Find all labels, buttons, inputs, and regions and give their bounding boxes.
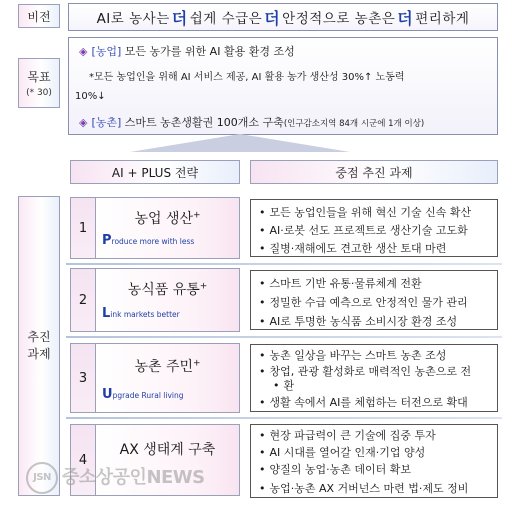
strategy-4-number-text: 4 <box>78 452 88 468</box>
task-item: • 모든 농업인들을 위해 혁신 기술 신속 확산 <box>259 204 493 220</box>
goal-detail-line-2: 10%↓ <box>75 91 106 102</box>
goal-tag-agri: [농업] <box>91 45 122 58</box>
diamond-bullet-icon: ◈ <box>79 116 88 129</box>
strategy-header <box>70 160 240 184</box>
vision-part-3: 안정적으로 농촌은 <box>282 11 396 27</box>
vision-part-2: 쉽게 수급은 <box>189 11 263 27</box>
strategy-4-title-text: AX 생태계 구축 <box>119 442 216 458</box>
divider <box>66 263 502 265</box>
watermark-text: 중소상공인NEWS <box>62 467 205 488</box>
watermark-logo: JSN <box>26 462 58 494</box>
divider <box>66 336 502 338</box>
goal-detail-line: *모든 농업인을 위해 AI 서비스 제공, AI 활용 농가 생산성 30%↑ 노동력 <box>89 72 405 83</box>
strategy-4-tasks <box>250 424 498 498</box>
task-item: • 현장 파급력이 큰 기술에 집중 투자 <box>259 427 493 443</box>
strategy-1-plus: + <box>193 210 201 221</box>
strategy-header-text: AI + PLUS 전략 <box>111 165 199 180</box>
strategy-1-tasks <box>250 199 498 257</box>
task-item: • AI·로봇 선도 프로젝트로 생산기술 고도화 <box>259 222 493 238</box>
goal-box <box>68 37 498 135</box>
strategy-2-title <box>96 279 239 299</box>
goal-label-text: 목표 <box>27 70 51 84</box>
strategy-1-number <box>70 197 96 259</box>
vision-label <box>18 4 60 28</box>
vision-emph-3: 더 <box>397 8 414 28</box>
goal-text-rural: 스마트 농촌생활권 100개소 구축 <box>121 116 284 129</box>
task-item: • 정밀한 수급 예측으로 안정적인 물가 관리 <box>259 294 493 310</box>
task-item: • 양질의 농업·농촌 데이터 확보 <box>259 461 493 477</box>
task-item: • AI 시대를 열어갈 인재·기업 양성 <box>259 444 493 460</box>
strategy-2-plus: + <box>199 281 208 292</box>
goal-line-rural <box>79 114 491 130</box>
tasks-header-text: 중점 추진 과제 <box>335 165 413 180</box>
strategy-1-title <box>96 208 239 228</box>
strategy-4-title <box>96 439 239 459</box>
diamond-bullet-icon: ◈ <box>79 45 88 58</box>
strategy-2-title-text: 농식품 유통 <box>127 282 200 298</box>
vision-emph-1: 더 <box>171 8 188 28</box>
strategy-2-card <box>96 268 240 332</box>
task-item: • 농촌 일상을 바꾸는 스마트 농촌 조성 <box>259 347 493 363</box>
strategy-2-number <box>70 268 96 332</box>
goal-label <box>18 58 60 108</box>
strategy-3-english-rest: pgrade Rural living <box>112 391 184 400</box>
task-item: • 생활 속에서 AI를 체험하는 터전으로 확대 <box>259 394 493 410</box>
vision-part-1: AI로 농사는 <box>96 11 170 27</box>
strategy-1-english <box>102 233 194 248</box>
task-item-continued: • 환 <box>273 377 493 393</box>
strategy-1-card <box>96 197 240 259</box>
task-item: • 질병·재해에도 견고한 생산 토대 마련 <box>259 240 493 256</box>
strategy-3-english <box>102 387 184 402</box>
task-item: • AI로 투명한 농식품 소비시장 환경 조성 <box>259 313 493 329</box>
strategy-3-number-text: 3 <box>78 370 88 386</box>
goal-line-agri <box>79 43 491 59</box>
up-arrow-icon <box>130 134 350 152</box>
push-tasks-label-text: 추진 과제 <box>27 330 51 361</box>
strategy-3-number <box>70 343 96 413</box>
strategy-2-english <box>102 306 180 321</box>
strategy-1-number-text: 1 <box>78 220 88 236</box>
divider <box>66 417 502 419</box>
strategy-2-number-text: 2 <box>78 292 88 308</box>
strategy-3-plus: + <box>193 358 201 369</box>
vision-emph-2: 더 <box>264 8 281 28</box>
task-item: • 창업, 관광 활성화로 매력적인 농촌으로 전 <box>259 363 493 379</box>
task-item: • 농업·농촌 AX 거버넌스 마련 법·제도 정비 <box>259 480 493 496</box>
vision-part-4: 편리하게 <box>415 11 470 27</box>
strategy-2-tasks <box>250 270 498 330</box>
strategy-3-title <box>96 356 239 376</box>
goal-label-sub: (* 30) <box>26 88 52 98</box>
goal-tag-rural: [농촌] <box>91 116 122 129</box>
task-item: • 스마트 기반 유통·물류체계 전환 <box>259 275 493 291</box>
strategy-3-title-text: 농촌 주민 <box>134 359 193 375</box>
strategy-3-tasks <box>250 344 498 412</box>
vision-statement <box>68 3 498 31</box>
strategy-3-card <box>96 343 240 413</box>
strategy-1-initial: P <box>102 233 112 248</box>
strategy-3-initial: U <box>102 387 113 402</box>
goal-text-rural-note: (인구감소지역 84개 시군에 1개 이상) <box>283 119 425 129</box>
strategy-1-english-rest: roduce more with less <box>111 237 195 246</box>
push-tasks-label <box>18 196 60 496</box>
strategy-2-english-rest: ink markets better <box>110 310 180 319</box>
strategy-1-title-text: 농업 생산 <box>134 211 193 227</box>
goal-text-agri: 모든 농가를 위한 AI 활용 환경 조성 <box>121 45 295 58</box>
watermark <box>26 462 205 494</box>
strategy-2-initial: L <box>102 306 111 321</box>
tasks-header <box>250 160 498 184</box>
vision-label-text: 비전 <box>27 9 51 24</box>
